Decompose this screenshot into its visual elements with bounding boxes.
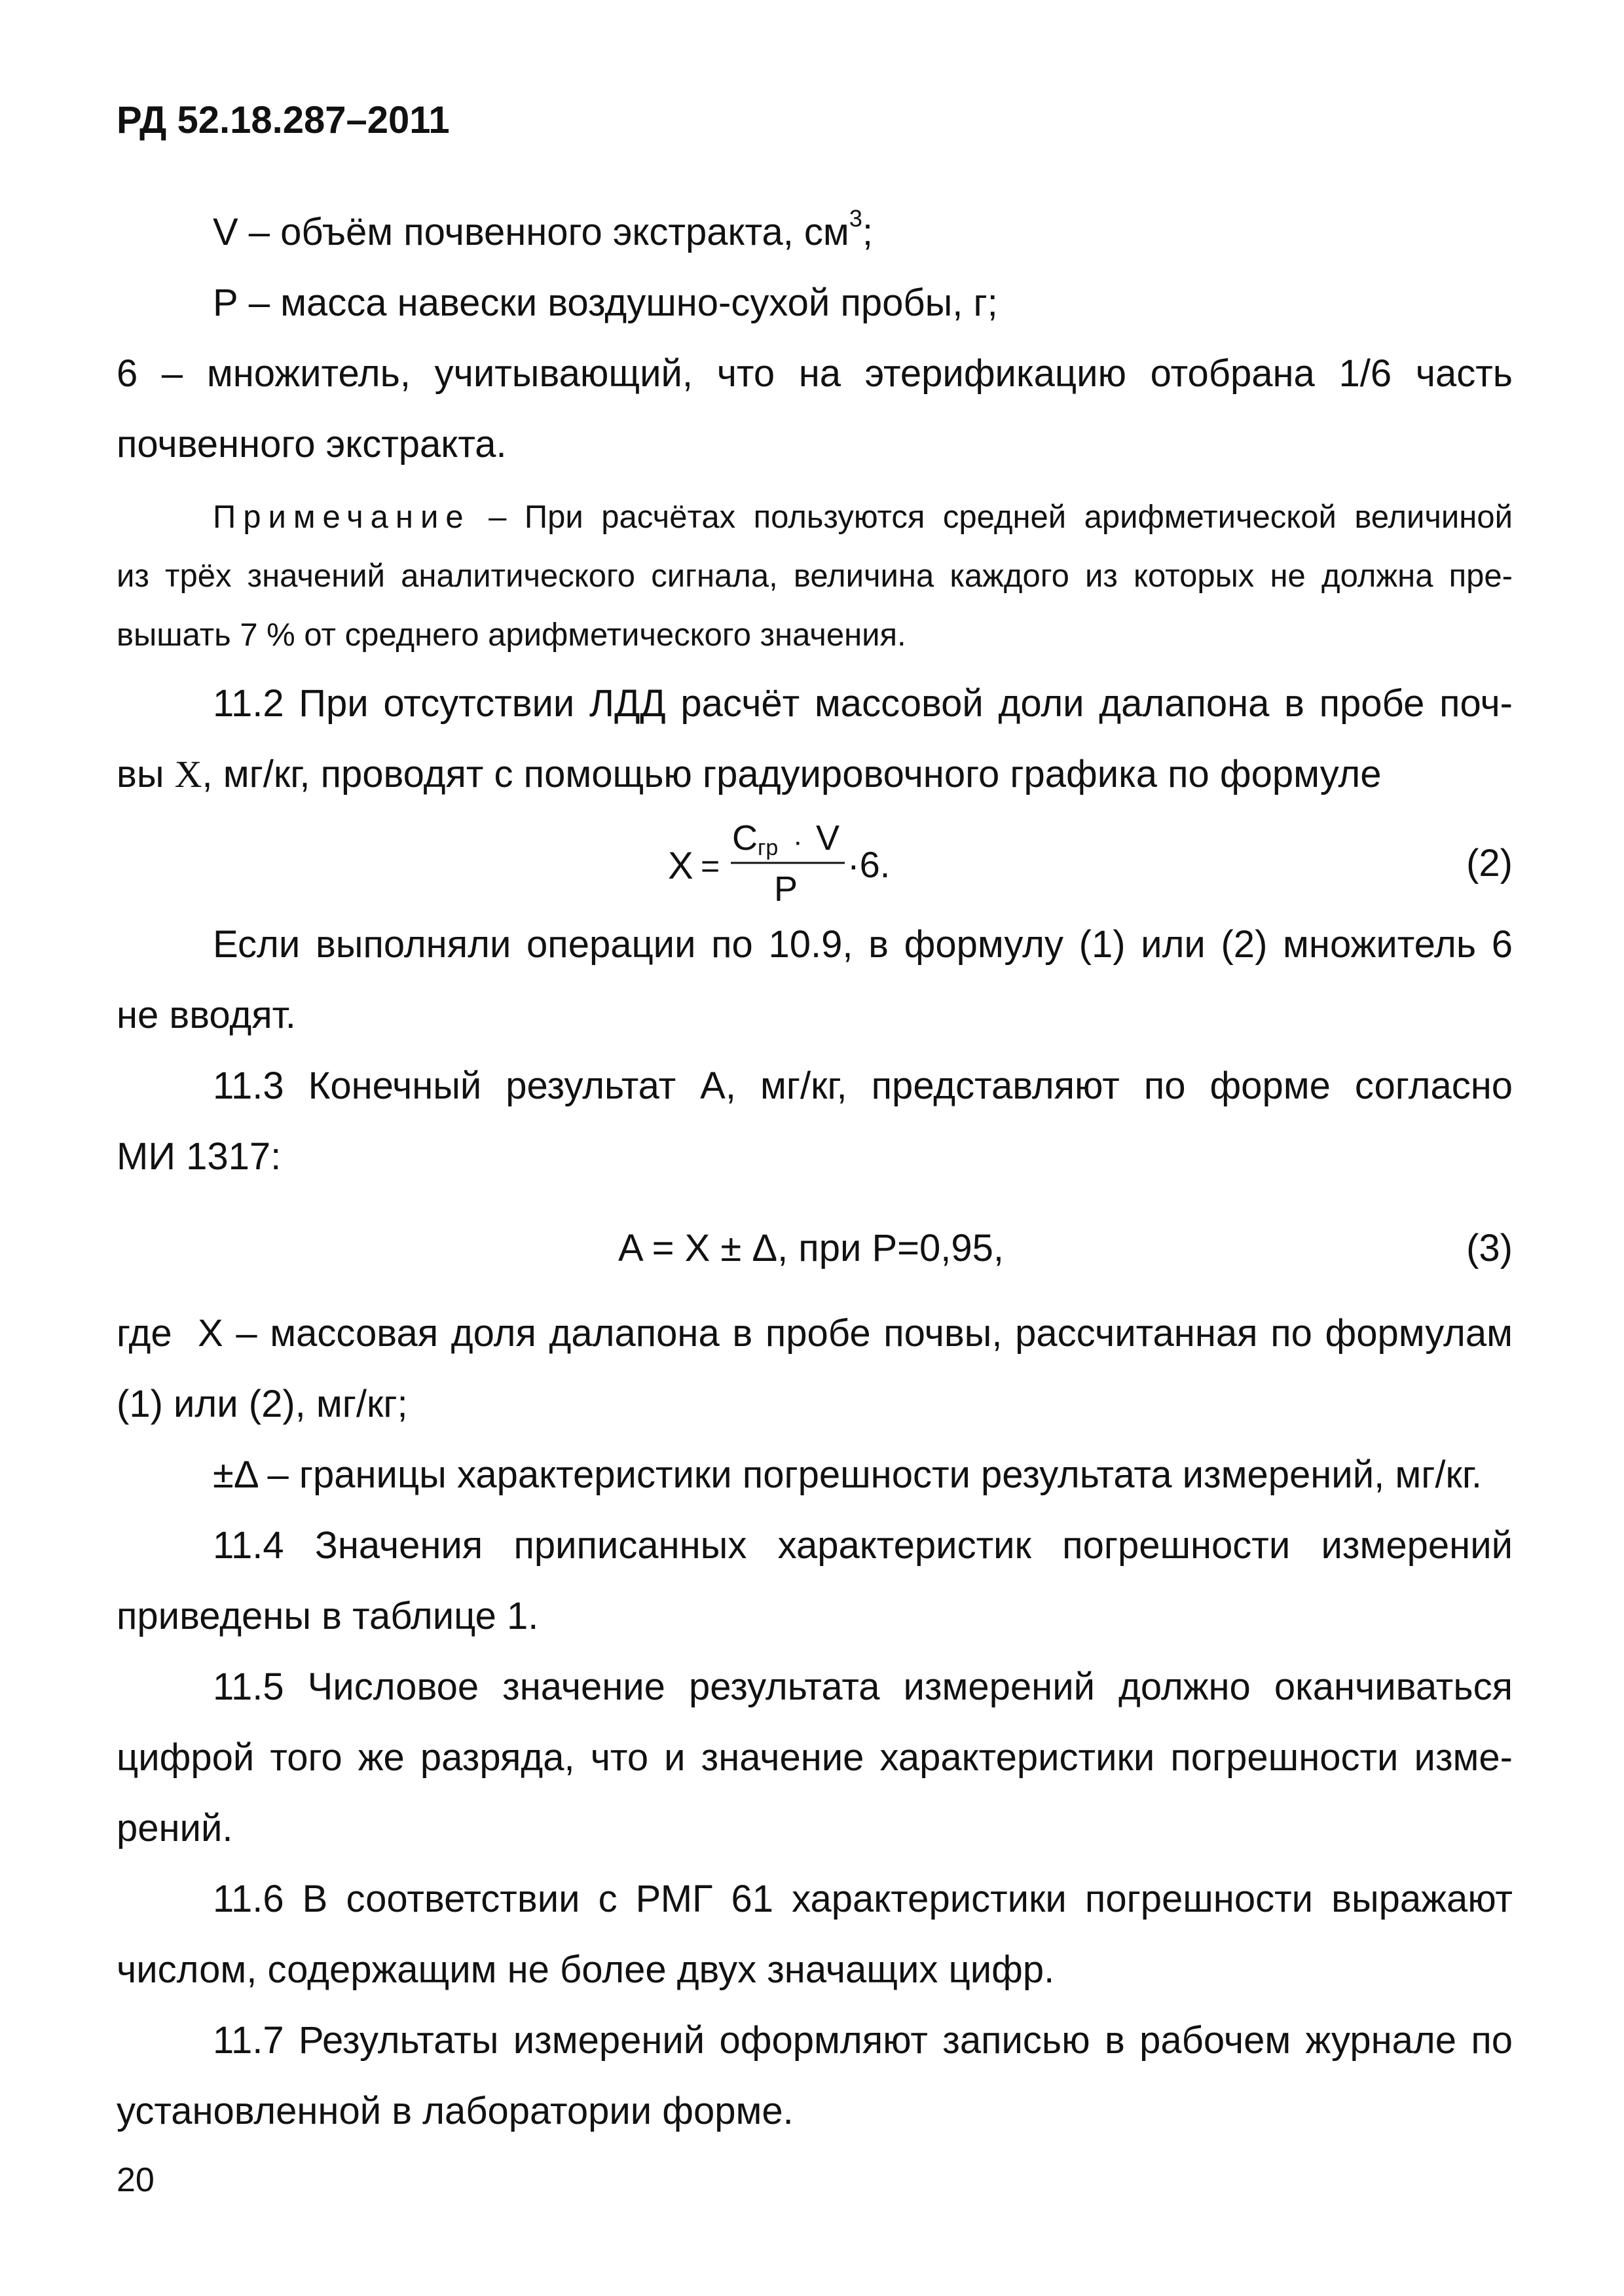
section-11-3-line-1: 11.3 Конечный результат А, мг/кг, представляют по форме согласно	[213, 1065, 1513, 1107]
formula-2-equals: =	[701, 848, 720, 884]
page-number: 20	[117, 2161, 155, 2199]
definition-v-end: ;	[862, 211, 873, 253]
definition-v	[213, 205, 873, 255]
section-10-9-line-2: не вводят.	[117, 994, 296, 1036]
section-11-2-line-1: 11.2 При отсутствии ЛДД расчёт массовой доли далапона в пробе поч-	[213, 682, 1513, 725]
section-11-7-line-2: установленной в лаборатории форме.	[117, 2090, 794, 2132]
formula-2-number: (2)	[1466, 842, 1513, 884]
formula-3-number: (3)	[1466, 1227, 1513, 1269]
note-line-3: вышать 7 % от среднего арифметического значения.	[117, 617, 906, 653]
formula-3: A = X ± Δ, при Р=0,95,	[618, 1227, 1005, 1269]
where-line-3: ±Δ – границы характеристики погрешности результата измерений, мг/кг.	[213, 1453, 1483, 1496]
where-line-1: где X – массовая доля далапона в пробе почвы, рассчитанная по формулам	[117, 1312, 1513, 1355]
formula-2-numerator-c: C	[732, 818, 758, 858]
note-label: Примечание	[213, 500, 471, 535]
formula-2-numerator-subscript: гр	[758, 835, 779, 860]
section-11-5-line-1: 11.5 Числовое значение результата измерений должно оканчиваться	[213, 1666, 1513, 1708]
formula-2-numerator-v: V	[816, 818, 840, 858]
definition-v-text: V – объём почвенного экстракта, см	[213, 211, 849, 253]
definition-six-line-2: почвенного экстракта.	[117, 423, 507, 465]
section-10-9-line-1: Если выполняли операции по 10.9, в формулу (1) или (2) множитель 6	[213, 923, 1513, 966]
formula-2-denominator: P	[774, 869, 798, 909]
section-11-2-line-2-a: вы	[117, 753, 175, 795]
section-11-7-line-1: 11.7 Результаты измерений оформляют записью в рабочем журнале по	[213, 2019, 1513, 2062]
section-11-3-line-2: МИ 1317:	[117, 1135, 282, 1178]
note-line-1-text: – При расчётах пользуются средней арифметической величиной	[489, 500, 1513, 535]
section-11-2-line-2-b: , мг/кг, проводят с помощью градуировочного графика по формуле	[202, 753, 1382, 795]
definition-six-line-1: 6 – множитель, учитывающий, что на этерификацию отобрана 1/6 часть	[117, 352, 1513, 395]
section-11-6-line-1: 11.6 В соответствии с РМГ 61 характеристики погрешности выражают	[213, 1878, 1513, 1920]
section-11-5-line-2: цифрой того же разряда, что и значение характеристики погрешности изме-	[117, 1736, 1513, 1779]
definition-p: Р – масса навески воздушно-сухой пробы, г;	[213, 282, 998, 324]
formula-2-numerator-dot: ·	[793, 826, 803, 858]
section-11-2-line-2	[117, 752, 1382, 797]
section-11-6-line-2: числом, содержащим не более двух значащих цифр.	[117, 1948, 1055, 1991]
document-code-header: РД 52.18.287–2011	[117, 99, 450, 141]
section-11-4-line-1: 11.4 Значения приписанных характеристик погрешности измерений	[213, 1524, 1513, 1567]
formula-2	[648, 812, 936, 917]
where-line-2: (1) или (2), мг/кг;	[117, 1383, 408, 1425]
section-11-2-variable-x: X	[174, 753, 202, 795]
section-11-5-line-3: рений.	[117, 1807, 233, 1850]
formula-2-multiplier: ·6.	[847, 844, 891, 885]
definition-v-superscript: 3	[849, 205, 862, 232]
note-line-1	[213, 498, 1513, 537]
note-line-2: из трёх значений аналитического сигнала, величина каждого из которых не должна пре-	[117, 558, 1513, 594]
formula-2-lhs: X	[668, 845, 693, 887]
section-11-4-line-2: приведены в таблице 1.	[117, 1595, 539, 1637]
